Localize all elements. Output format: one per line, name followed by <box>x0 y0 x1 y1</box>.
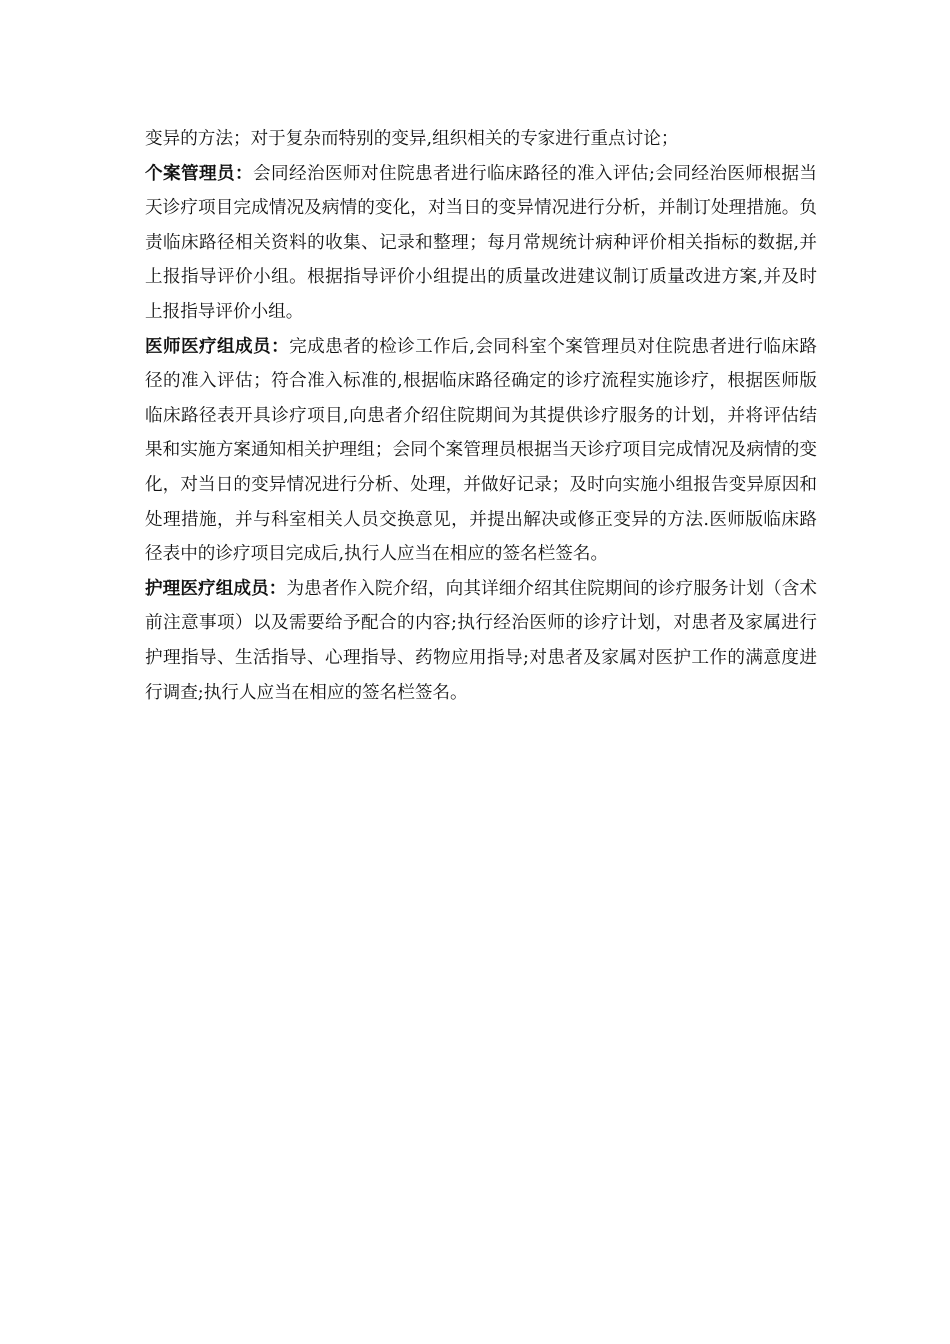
nursing-team-heading: 护理医疗组成员： <box>145 578 287 599</box>
nursing-team-paragraph <box>145 572 817 710</box>
physician-team-heading: 医师医疗组成员： <box>145 336 290 357</box>
continuation-text: 变异的方法；对于复杂而特别的变异,组织相关的专家进行重点讨论； <box>145 129 679 149</box>
nursing-team-text: 为患者作入院介绍，向其详细介绍其住院期间的诊疗服务计划（含术前注意事项）以及需要给予配合的内容;执行经治医师的诊疗计划，对患者及家属进行护理指导、生活指导、心理指导、药物应用指导;对患者及家属对医护工作的满意度进行调查;执行人应当在相应的签名栏签名。 <box>145 578 817 703</box>
physician-team-text: 完成患者的检诊工作后,会同科室个案管理员对住院患者进行临床路径的准入评估；符合准入标准的,根据临床路径确定的诊疗流程实施诊疗，根据医师版临床路径表开具诊疗项目,向患者介绍住院期间为其提供诊疗服务的计划，并将评估结果和实施方案通知相关护理组；会同个案管理员根据当天诊疗项目完成情况及病情的变化，对当日的变异情况进行分析、处理，并做好记录；及时向实施小组报告变异原因和处理措施，并与科室相关人员交换意见，并提出解决或修正变异的方法.医师版临床路径表中的诊疗项目完成后,执行人应当在相应的签名栏签名。 <box>145 336 817 565</box>
physician-team-paragraph <box>145 330 817 572</box>
case-manager-heading: 个案管理员： <box>145 163 254 184</box>
case-manager-text: 会同经治医师对住院患者进行临床路径的准入评估;会同经治医师根据当天诊疗项目完成情况及病情的变化，对当日的变异情况进行分析，并制订处理措施。负责临床路径相关资料的收集、记录和整理；每月常规统计病种评价相关指标的数据,并上报指导评价小组。根据指导评价小组提出的质量改进建议制订质量改进方案,并及时上报指导评价小组。 <box>145 163 817 322</box>
document-body <box>145 122 817 710</box>
case-manager-paragraph <box>145 157 817 330</box>
continuation-paragraph <box>145 122 817 157</box>
